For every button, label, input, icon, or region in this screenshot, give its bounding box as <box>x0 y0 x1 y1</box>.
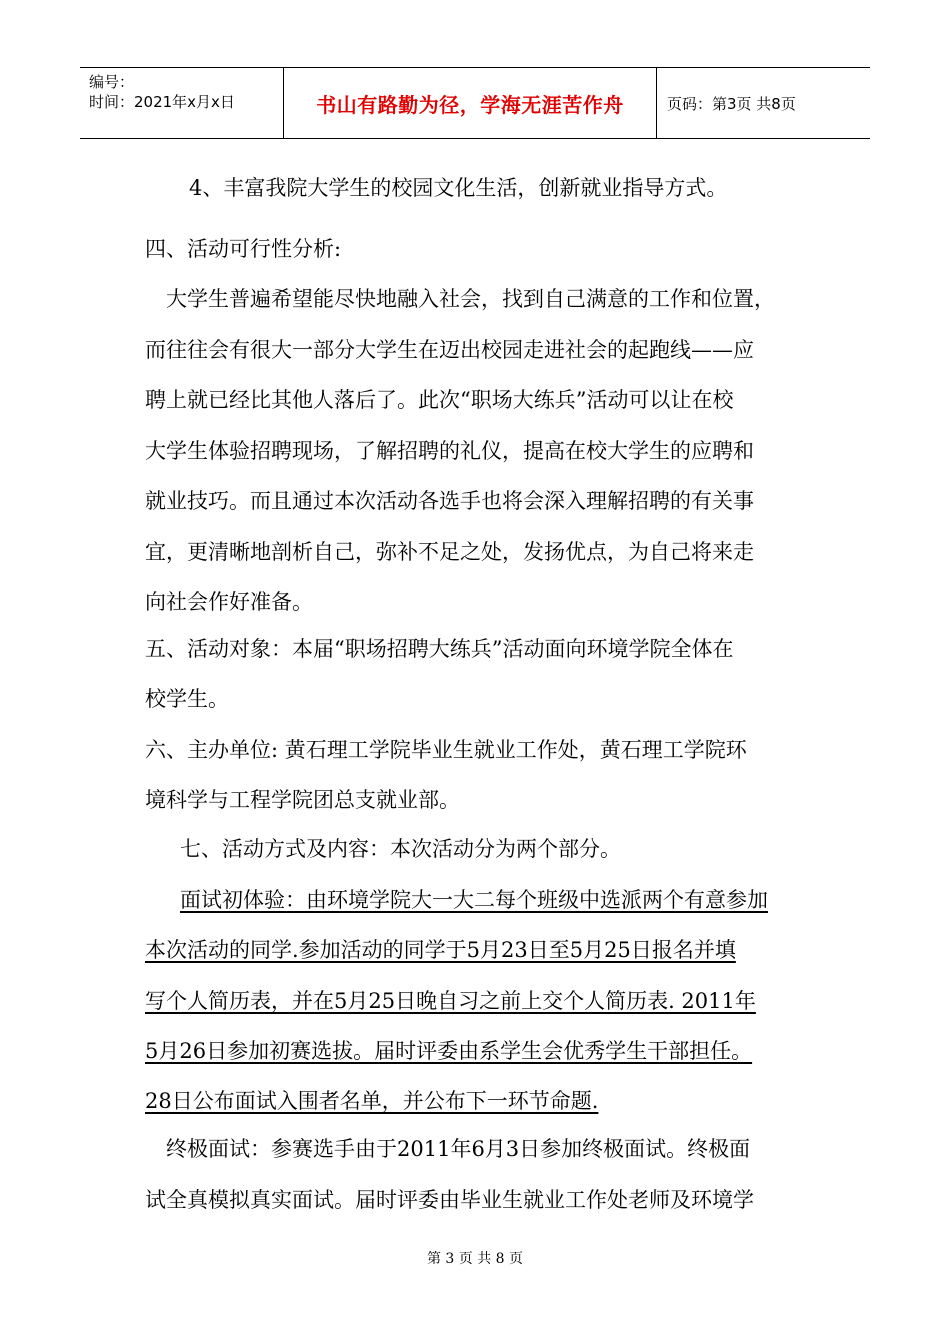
header-page-info: 页码：第3页 共8页 <box>667 94 796 113</box>
text-line: 就业技巧。而且通过本次活动各选手也将会深入理解招聘的有关事 <box>145 489 754 513</box>
section-heading: 五、活动对象：本届“职场招聘大练兵”活动面向环境学院全体在 <box>145 637 734 661</box>
text-line: 大学生普遍希望能尽快地融入社会，找到自己满意的工作和位置， <box>166 287 775 311</box>
underlined-line: 28日公布面试入围者名单，并公布下一环节命题. <box>145 1089 599 1113</box>
page-footer: 第 3 页 共 8 页 <box>426 1251 524 1267</box>
number-label: 编号： <box>89 73 135 91</box>
text-line: 境科学与工程学院团总支就业部。 <box>145 788 460 812</box>
underlined-line: 面试初体验：由环境学院大一大二每个班级中选派两个有意参加 <box>180 888 768 912</box>
header-meta <box>80 68 283 138</box>
text-line: 大学生体验招聘现场，了解招聘的礼仪，提高在校大学生的应聘和 <box>145 439 754 463</box>
section-heading: 六、主办单位: 黄石理工学院毕业生就业工作处，黄石理工学院环 <box>145 738 747 762</box>
text-line: 聘上就已经比其他人落后了。此次“职场大练兵”活动可以让在校 <box>145 388 734 412</box>
text-line: 4、丰富我院大学生的校园文化生活，创新就业指导方式。 <box>189 176 728 200</box>
underlined-line: 本次活动的同学.参加活动的同学于5月23日至5月25日报名并填 <box>145 938 736 962</box>
header-motto: 书山有路勤为径，学海无涯苦作舟 <box>283 68 657 138</box>
section-heading: 七、活动方式及内容：本次活动分为两个部分。 <box>180 837 621 861</box>
section-heading: 四、活动可行性分析: <box>145 237 342 261</box>
text-line: 向社会作好准备。 <box>145 590 313 614</box>
text-line: 而往往会有很大一部分大学生在迈出校园走进社会的起跑线——应 <box>145 338 754 362</box>
text-line: 宜，更清晰地剖析自己，弥补不足之处，发扬优点，为自己将来走 <box>145 540 754 564</box>
text-line: 校学生。 <box>145 687 229 711</box>
underlined-line: 写个人简历表，并在5月25日晚自习之前上交个人简历表. 2011年 <box>145 989 756 1013</box>
text-line: 试全真模拟真实面试。届时评委由毕业生就业工作处老师及环境学 <box>145 1188 754 1212</box>
document-header <box>80 67 870 139</box>
underlined-line: 5月26日参加初赛选拔。届时评委由系学生会优秀学生干部担任。 <box>145 1039 753 1063</box>
time-label: 时间：2021年x月x日 <box>89 93 235 111</box>
text-line: 终极面试：参赛选手由于2011年6月3日参加终极面试。终极面 <box>166 1137 751 1161</box>
